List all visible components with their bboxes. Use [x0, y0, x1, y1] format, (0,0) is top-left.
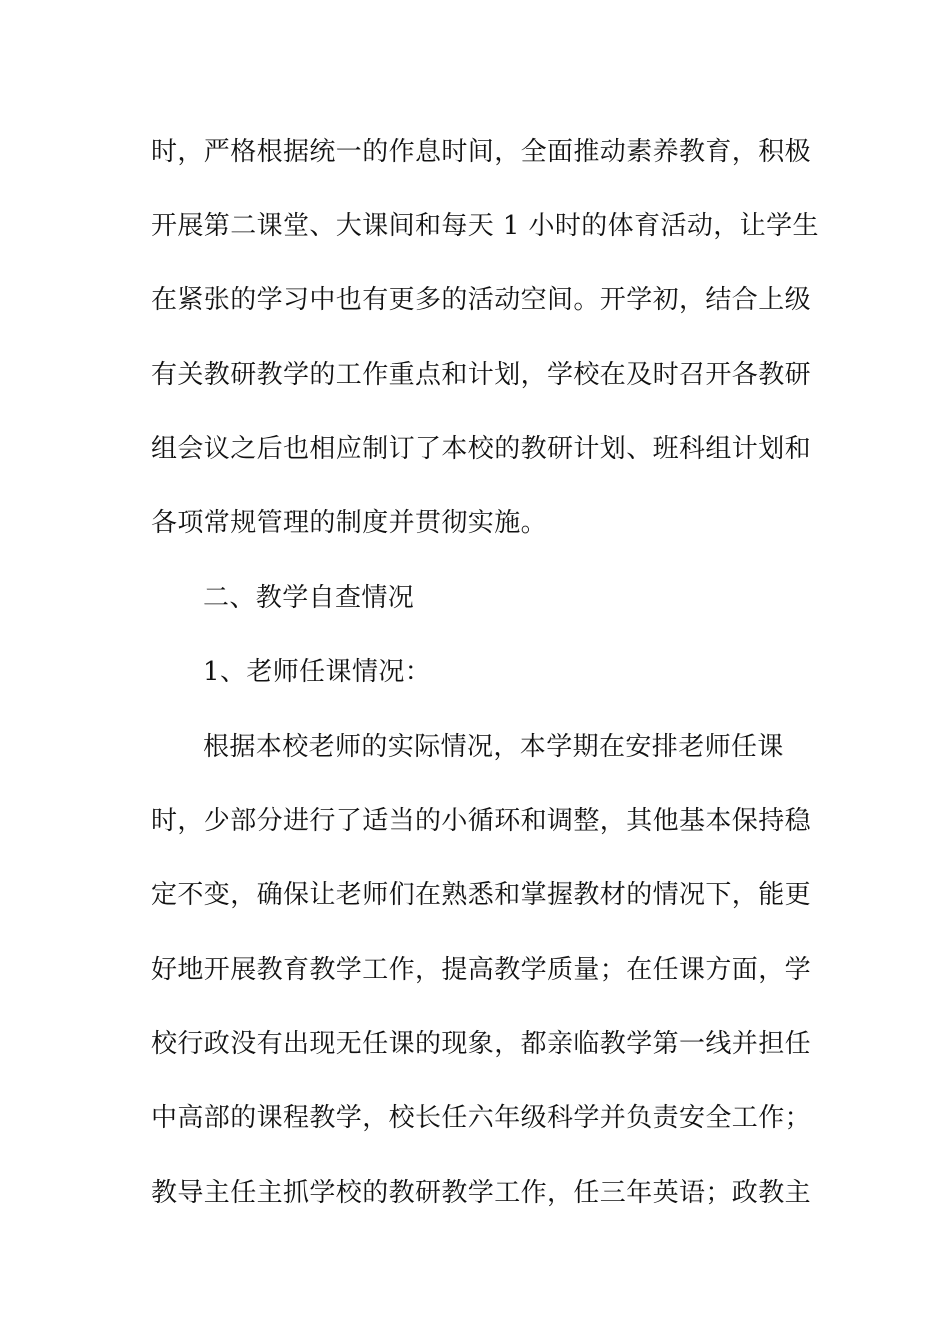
text-line: 各项常规管理的制度并贯彻实施。	[151, 508, 548, 538]
text-line: 组会议之后也相应制订了本校的教研计划、班科组计划和	[151, 434, 812, 464]
subsection-heading: 1、老师任课情况：	[203, 657, 432, 687]
text-line: 开展第二课堂、大课间和每天 1 小时的体育活动，让学生	[151, 211, 819, 241]
text-line: 在紧张的学习中也有更多的活动空间。开学初，结合上级	[151, 285, 812, 315]
text-line: 定不变，确保让老师们在熟悉和掌握教材的情况下，能更	[151, 880, 812, 910]
text-line: 好地开展教育教学工作，提高教学质量；在任课方面，学	[151, 955, 812, 985]
text-line: 时，少部分进行了适当的小循环和调整，其他基本保持稳	[151, 806, 812, 836]
text-line: 有关教研教学的工作重点和计划，学校在及时召开各教研	[151, 360, 812, 390]
text-line: 中高部的课程教学，校长任六年级科学并负责安全工作；	[151, 1103, 812, 1133]
text-line: 校行政没有出现无任课的现象，都亲临教学第一线并担任	[151, 1029, 812, 1059]
section-heading: 二、教学自查情况	[203, 583, 415, 613]
text-line: 根据本校老师的实际情况，本学期在安排老师任课	[203, 732, 784, 762]
text-line: 时，严格根据统一的作息时间，全面推动素养教育，积极	[151, 137, 812, 167]
text-line: 教导主任主抓学校的教研教学工作，任三年英语；政教主	[151, 1178, 812, 1208]
